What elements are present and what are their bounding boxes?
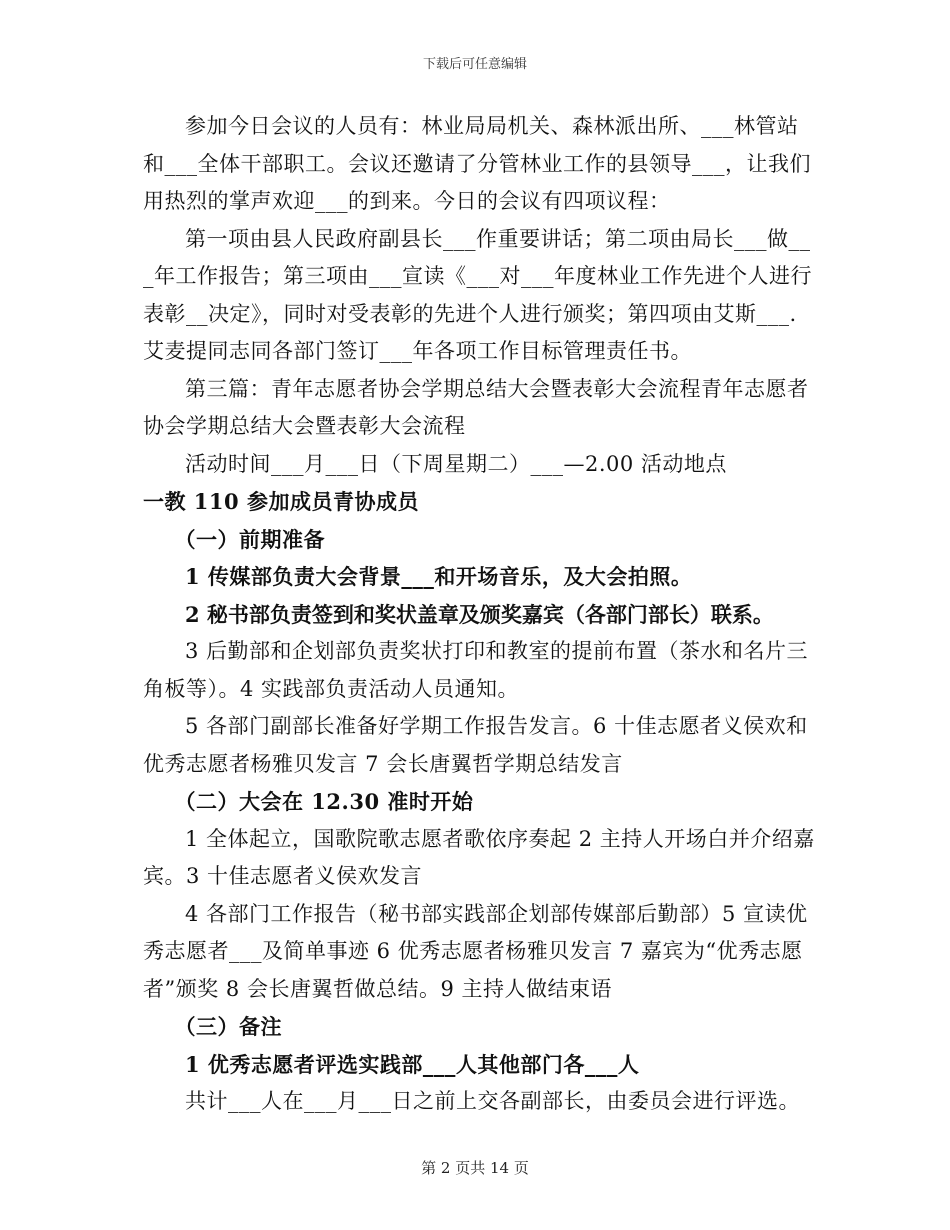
item-selection: 1 优秀志愿者评选实践部___人其他部门各___人 <box>185 1051 640 1077</box>
item-vice-ministers: 5 各部门副部长准备好学期工作报告发言。6 十佳志愿者义侯欢和优秀志愿者杨雅贝发言 7 会长唐翼哲学期总结发言 <box>143 714 808 776</box>
item-submission: 共计___人在___月___日之前上交各副部长，由委员会进行评选。 <box>185 1089 800 1113</box>
paragraph-activity-time: 活动时间___月___日（下周星期二）___—2.00 活动地点 <box>185 451 727 476</box>
paragraph-agenda: 第一项由县人民政府副县长___作重要讲话；第二项由局长___做___年工作报告；第三项由___宣读《___对___年度林业工作先进个人进行表彰__决定》，同时对受表彰的先进个人进行颁奖；第四项由艾斯___.艾麦提同志同各部门签订___年各项工作目标管理责任书。 <box>143 226 812 363</box>
item-media-dept: 1 传媒部负责大会背景___和开场音乐，及大会拍照。 <box>185 564 693 589</box>
paragraph-section-three-title: 第三篇：青年志愿者协会学期总结大会暨表彰大会流程青年志愿者协会学期总结大会暨表彰大会流程 <box>143 376 809 438</box>
heading-remarks: （三）备注 <box>174 1014 282 1039</box>
item-secretary-dept: 2 秘书部负责签到和奖状盖章及颁奖嘉宾（各部门部长）联系。 <box>185 601 774 627</box>
item-logistics-dept: 3 后勤部和企划部负责奖状打印和教室的提前布置（茶水和名片三角板等）。4 实践部负责活动人员通知。 <box>143 639 809 701</box>
page-footer: 第 2 页共 14 页 <box>421 1159 529 1177</box>
document-body <box>143 108 815 1121</box>
heading-preparation: （一）前期准备 <box>174 526 325 552</box>
paragraph-attendees: 参加今日会议的人员有：林业局局机关、森林派出所、___林管站和___全体干部职工。会议还邀请了分管林业工作的县领导___，让我们用热烈的掌声欢迎___的到来。今日的会议有四项议程： <box>143 114 811 213</box>
item-department-reports: 4 各部门工作报告（秘书部实践部企划部传媒部后勤部）5 宣读优秀志愿者___及简单事迹 6 优秀志愿者杨雅贝发言 7 嘉宾为“优秀志愿者”颁奖 8 会长唐翼哲做总结。9 主持人做结束语 <box>143 901 808 1001</box>
paragraph-participants: 一教 110 参加成员青协成员 <box>143 489 419 514</box>
heading-meeting-start: （二）大会在 12.30 准时开始 <box>174 789 474 814</box>
page-header: 下载后可任意编辑 <box>422 57 527 72</box>
item-opening: 1 全体起立，国歌院歌志愿者歌依序奏起 2 主持人开场白并介绍嘉宾。3 十佳志愿者义侯欢发言 <box>143 826 815 888</box>
